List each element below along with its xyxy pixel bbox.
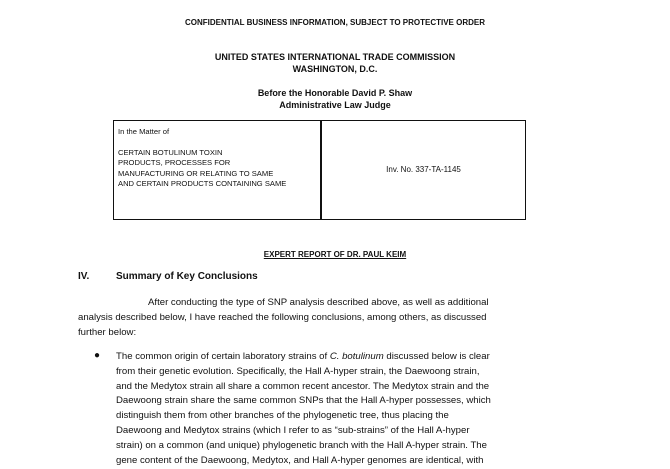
bullet-paragraph	[116, 350, 596, 468]
intro-paragraph	[78, 295, 558, 340]
confidentiality-notice: CONFIDENTIAL BUSINESS INFORMATION, SUBJECT TO PROTECTIVE ORDER	[184, 18, 486, 27]
paragraph-line: After conducting the type of SNP analysis described above, as well as additional	[148, 297, 489, 308]
paragraph-line: further below:	[78, 327, 137, 338]
judge-title: Administrative Law Judge	[279, 100, 391, 110]
paragraph-line: Daewoong and Medytox strains (which I refer to as “sub-strains” of the Hall A-hyper	[116, 424, 470, 436]
paragraph-line: from their genetic evolution. Specifically, the Hall A-hyper strain, the Daewoong strain,	[116, 365, 480, 377]
case-caption-left	[118, 127, 314, 190]
paragraph-line: distinguish them from other branches of the phylogenetic tree, thus placing the	[116, 410, 449, 422]
section-title: Summary of Key Conclusions	[116, 271, 258, 282]
matter-label: In the Matter of	[118, 127, 170, 136]
bullet-text-start: The common origin of certain laboratory strains of	[116, 351, 330, 362]
investigation-number: Inv. No. 337-TA-1145	[386, 165, 461, 174]
caption-title-line: AND CERTAIN PRODUCTS CONTAINING SAME	[118, 179, 287, 188]
report-title: EXPERT REPORT OF DR. PAUL KEIM	[263, 250, 407, 259]
section-number: IV.	[78, 271, 90, 282]
judge-name: Before the Honorable David P. Shaw	[257, 88, 413, 98]
commission-location: WASHINGTON, D.C.	[292, 64, 378, 74]
bullet-icon: ●	[94, 350, 101, 361]
commission-name: UNITED STATES INTERNATIONAL TRADE COMMISSION	[214, 52, 456, 62]
paragraph-line: gene content of the Daewoong, Medytox, and Hall A-hyper genomes are identical, with	[116, 454, 484, 466]
paragraph-line: Daewoong strain share the same common SNPs that the Hall A-hyper possesses, which	[116, 395, 491, 407]
paragraph-line	[116, 350, 596, 365]
caption-title-line: MANUFACTURING OR RELATING TO SAME	[118, 168, 274, 178]
species-name: C. botulinum	[329, 351, 384, 362]
paragraph-line: analysis described below, I have reached the following conclusions, among others, as discussed	[78, 312, 487, 323]
paragraph-line: strain) on a common (and unique) phylogenetic branch with the Hall A-hyper strain. The	[116, 439, 487, 451]
caption-title-line: PRODUCTS, PROCESSES FOR	[118, 158, 231, 167]
bullet-text-end: discussed below is clear	[383, 351, 490, 362]
caption-title-line: CERTAIN BOTULINUM TOXIN	[118, 147, 223, 157]
paragraph-line: and the Medytox strain all share a common recent ancestor. The Medytox strain and the	[116, 380, 490, 392]
case-caption-box	[113, 120, 526, 220]
